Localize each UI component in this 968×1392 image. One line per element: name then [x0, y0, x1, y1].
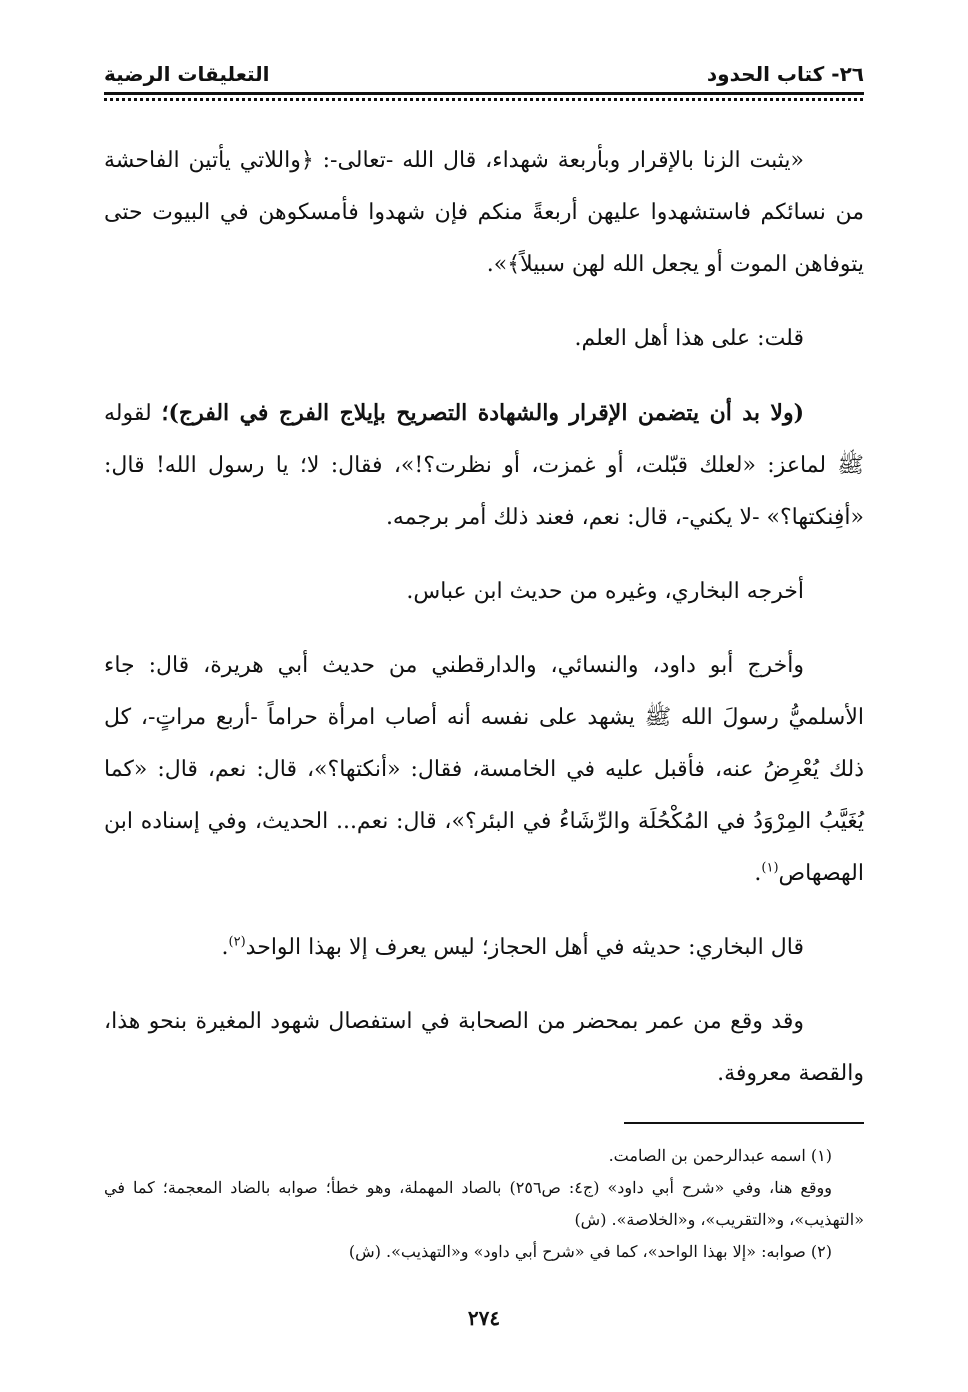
condition-bold-text: (ولا بد أن يتضمن الإقرار والشهادة التصريح بإيلاج الفرج في الفرج)؛	[161, 400, 804, 426]
condition-rest-text: لقوله ﷺ لماعز: «لعلك قبّلت، أو غمزت، أو نظرت؟!»، فقال: لا؛ يا رسول الله! قال: «أفِنكتها؟» -لا يكني-، قال: نعم، فعند ذلك أمر برجمه.	[104, 401, 864, 530]
paragraph-hadith	[104, 640, 864, 900]
header-chapter-title: ٢٦- كتاب الحدود	[706, 62, 864, 86]
paragraph-condition	[104, 387, 864, 544]
footnote-ref-1[interactable]: (١)	[761, 860, 779, 876]
hadith-text: وأخرج أبو داود، والنسائي، والدارقطني من حديث أبي هريرة، قال: جاء الأسلميُّ رسولَ الله ﷺ يشهد على نفسه أنه أصاب امرأة حراماً -أربع مراتٍ-، كل ذلك يُعْرِضُ عنه، فأقبل عليه في الخامسة، فقال: «أنكتها؟»، قال: نعم، قال: «كما يُغَيَّبُ المِرْوَدُ في المُكْحُلَة والرِّشَاءُ في البئر؟»، قال: نعم... الحديث، وفي إسناده ابن الهصهاص	[104, 653, 864, 886]
footnote-1-continued: ووقع هنا، وفي «شرح أبي داود» (ج٤: ص٢٥٦) بالصاد المهملة، وهو خطأ؛ صوابه بالضاد المعجمة؛ كما في «التهذيب»، و«التقريب»، و«الخلاصة». (ش)	[104, 1178, 864, 1229]
footnote-1: (١) اسمه عبدالرحمن بن الصامت.	[608, 1146, 832, 1165]
footnotes	[104, 1140, 864, 1268]
main-text	[104, 135, 864, 1100]
paragraph-note: قلت: على هذا أهل العلم.	[574, 326, 804, 351]
paragraph-bukhari	[104, 922, 864, 974]
bukhari-text: قال البخاري: حديثه في أهل الحجاز؛ ليس يعرف إلا بهذا الواحد	[245, 935, 804, 960]
page-number: ٢٧٤	[467, 1306, 501, 1330]
running-header	[104, 48, 864, 86]
paragraph-umar: وقد وقع من عمر بمحضر من الصحابة في استفصال شهود المغيرة بنحو هذا، والقصة معروفة.	[104, 1009, 864, 1086]
footnote-separator	[624, 1122, 864, 1124]
header-rule	[104, 92, 864, 95]
footnote-ref-2[interactable]: (٢)	[228, 934, 246, 950]
paragraph-quote: «يثبت الزنا بالإقرار وبأربعة شهداء، قال الله -تعالى-: ﴿واللاتي يأتين الفاحشة من نسائكم فاستشهدوا عليهن أربعةً منكم فإن شهدوا فأمسكوهن في البيوت حتى يتوفاهن الموت أو يجعل الله لهن سبيلاً﴾».	[104, 148, 864, 277]
hadith-tail: .	[754, 861, 762, 886]
header-book-title: التعليقات الرضية	[104, 62, 270, 86]
footnote-2: (٢) صوابه: «إلا بهذا الواحد»، كما في «شرح أبي داود» و«التهذيب». (ش)	[348, 1242, 832, 1261]
bukhari-tail: .	[221, 935, 229, 960]
paragraph-takhrij: أخرجه البخاري، وغيره من حديث ابن عباس.	[406, 579, 804, 604]
